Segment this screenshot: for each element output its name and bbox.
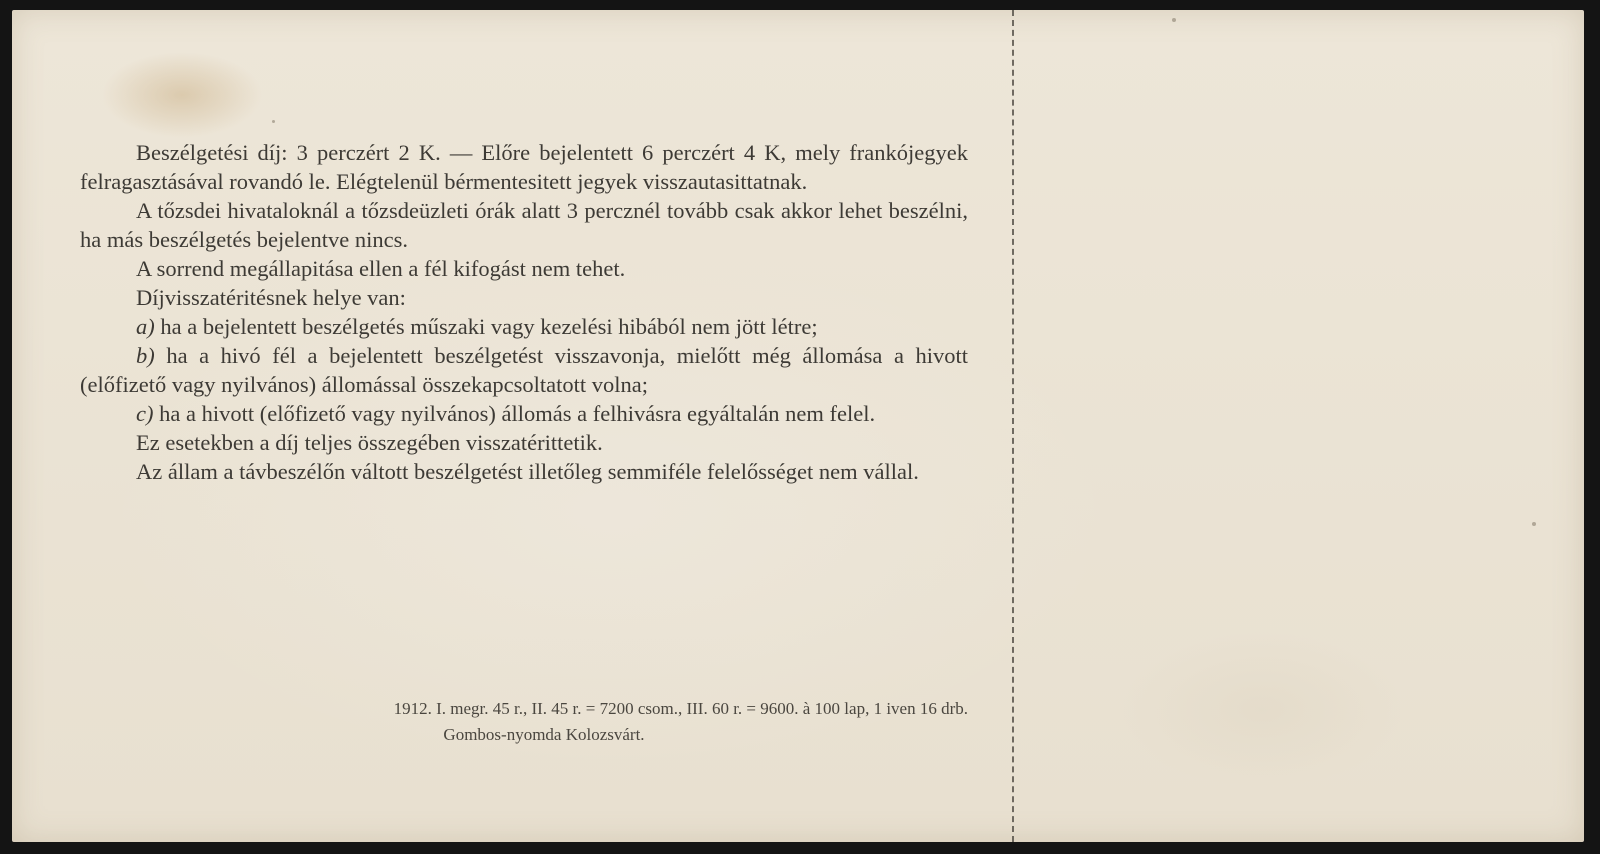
item-letter: c) [136,401,154,426]
notice-text [80,138,968,486]
perforation-line [1012,10,1014,842]
paragraph-text: A sorrend megállapitása ellen a fél kifogást nem tehet. [136,256,626,281]
item-text: ha a hivó fél a bejelentett beszélgetést visszavonja, mielőtt még állomása a hivott (előfizető vagy nyilvános) állomással összekapcsoltatott volna; [80,343,969,397]
item-text: ha a bejelentett beszélgetés műszaki vagy kezelési hibából nem jött létre; [160,314,818,339]
notice-paragraph-exchange [80,196,968,254]
paper-speck [272,120,275,123]
telephone-ticket-card [12,10,1584,842]
item-letter: a) [136,314,155,339]
notice-item-b [80,341,968,399]
paragraph-text: Az állam a távbeszélőn váltott beszélgetést illetőleg semmiféle felelősséget nem vállal. [136,459,919,484]
printer-imprint [80,696,968,748]
notice-item-a [80,312,968,341]
paragraph-text: Beszélgetési díj: 3 perczért 2 K. — Előre bejelentett 6 perczért 4 K, mely frankójegyek felragasztásával rovandó le. Elégtelenül bérmentesitett jegyek visszautasittatnak. [80,140,968,194]
notice-paragraph-refund-heading [80,283,968,312]
paragraph-text: Díjvisszatéritésnek helye van: [136,285,406,310]
notice-item-c [80,399,968,428]
imprint-printer-name: Gombos-nyomda Kolozsvárt. [443,725,645,744]
paragraph-text: A tőzsdei hivataloknál a tőzsdeüzleti órák alatt 3 percznél tovább csak akkor lehet beszélni, ha más beszélgetés bejelentve nincs. [80,198,968,252]
notice-paragraph-liability [80,457,968,486]
notice-paragraph-refund-full [80,428,968,457]
imprint-print-run: 1912. I. megr. 45 r., II. 45 r. = 7200 csom., III. 60 r. = 9600. à 100 lap, 1 iven 16 drb. [393,699,968,718]
paper-speck [1172,18,1176,22]
notice-paragraph-order [80,254,968,283]
item-letter: b) [136,343,155,368]
item-text: ha a hivott (előfizető vagy nyilvános) állomás a felhivásra egyáltalán nem felel. [159,401,876,426]
paragraph-text: Ez esetekben a díj teljes összegében visszatérittetik. [136,430,603,455]
paper-speck [1532,522,1536,526]
notice-paragraph-fee [80,138,968,196]
